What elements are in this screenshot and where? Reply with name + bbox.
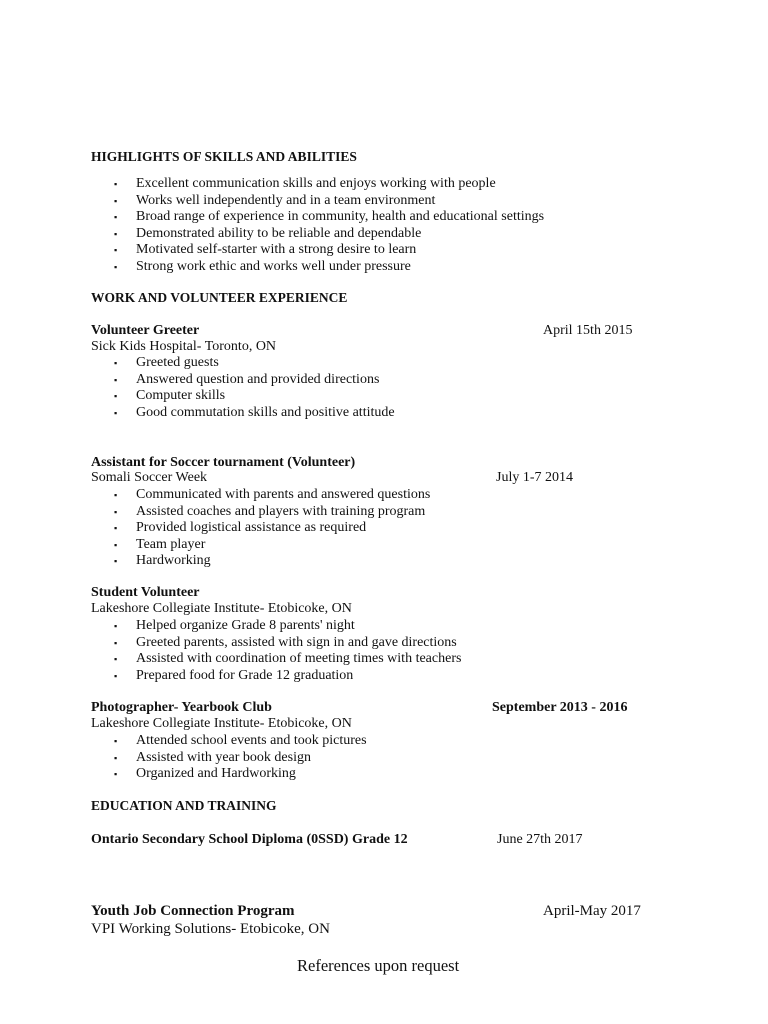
list-item: ▪ Greeted guests [91, 355, 395, 372]
education-date: June 27th 2017 [497, 832, 583, 847]
job-org: Lakeshore Collegiate Institute- Etobicoke, ON [91, 716, 352, 731]
job-date: September 2013 - 2016 [492, 700, 628, 715]
list-item: ▪ Communicated with parents and answered questions [91, 487, 430, 504]
list-item: ▪ Excellent communication skills and enjoys working with people [91, 176, 544, 193]
list-item: ▪ Assisted with year book design [91, 750, 367, 767]
job-duties [91, 355, 395, 421]
list-item: ▪ Answered question and provided directions [91, 372, 395, 389]
highlights-list [91, 176, 544, 275]
list-item: ▪ Provided logistical assistance as required [91, 520, 430, 537]
list-item: ▪ Attended school events and took pictures [91, 733, 367, 750]
education-title: Youth Job Connection Program [91, 903, 295, 919]
job-duties [91, 487, 430, 570]
references-note: References upon request [297, 956, 460, 975]
list-item: ▪ Assisted with coordination of meeting times with teachers [91, 651, 461, 668]
job-org: Sick Kids Hospital- Toronto, ON [91, 339, 277, 354]
job-title: Assistant for Soccer tournament (Volunteer) [91, 455, 356, 470]
list-item: ▪ Computer skills [91, 388, 395, 405]
list-item: ▪ Works well independently and in a team environment [91, 193, 544, 210]
job-title: Volunteer Greeter [91, 323, 200, 338]
job-duties [91, 618, 461, 684]
education-heading: EDUCATION AND TRAINING [91, 798, 277, 813]
job-org: Lakeshore Collegiate Institute- Etobicoke, ON [91, 601, 352, 616]
list-item: ▪ Organized and Hardworking [91, 766, 367, 783]
job-title: Student Volunteer [91, 585, 200, 600]
job-duties [91, 733, 367, 783]
highlights-heading: HIGHLIGHTS OF SKILLS AND ABILITIES [91, 149, 357, 164]
experience-heading: WORK AND VOLUNTEER EXPERIENCE [91, 290, 348, 305]
list-item: ▪ Broad range of experience in community, health and educational settings [91, 209, 544, 226]
job-title: Photographer- Yearbook Club [91, 700, 272, 715]
list-item: ▪ Hardworking [91, 553, 430, 570]
list-item: ▪ Good commutation skills and positive attitude [91, 405, 395, 422]
list-item: ▪ Demonstrated ability to be reliable and dependable [91, 226, 544, 243]
list-item: ▪ Assisted coaches and players with training program [91, 504, 430, 521]
job-date: April 15th 2015 [543, 323, 633, 338]
list-item: ▪ Motivated self-starter with a strong desire to learn [91, 242, 544, 259]
list-item: ▪ Greeted parents, assisted with sign in and gave directions [91, 635, 461, 652]
list-item: ▪ Strong work ethic and works well under pressure [91, 259, 544, 276]
education-title: Ontario Secondary School Diploma (0SSD) Grade 12 [91, 832, 408, 847]
list-item: ▪ Team player [91, 537, 430, 554]
education-date: April-May 2017 [543, 903, 641, 919]
list-item: ▪ Prepared food for Grade 12 graduation [91, 668, 461, 685]
job-date: July 1-7 2014 [496, 470, 573, 485]
education-org: VPI Working Solutions- Etobicoke, ON [91, 921, 330, 937]
list-item: ▪ Helped organize Grade 8 parents' night [91, 618, 461, 635]
job-org: Somali Soccer Week [91, 470, 208, 485]
